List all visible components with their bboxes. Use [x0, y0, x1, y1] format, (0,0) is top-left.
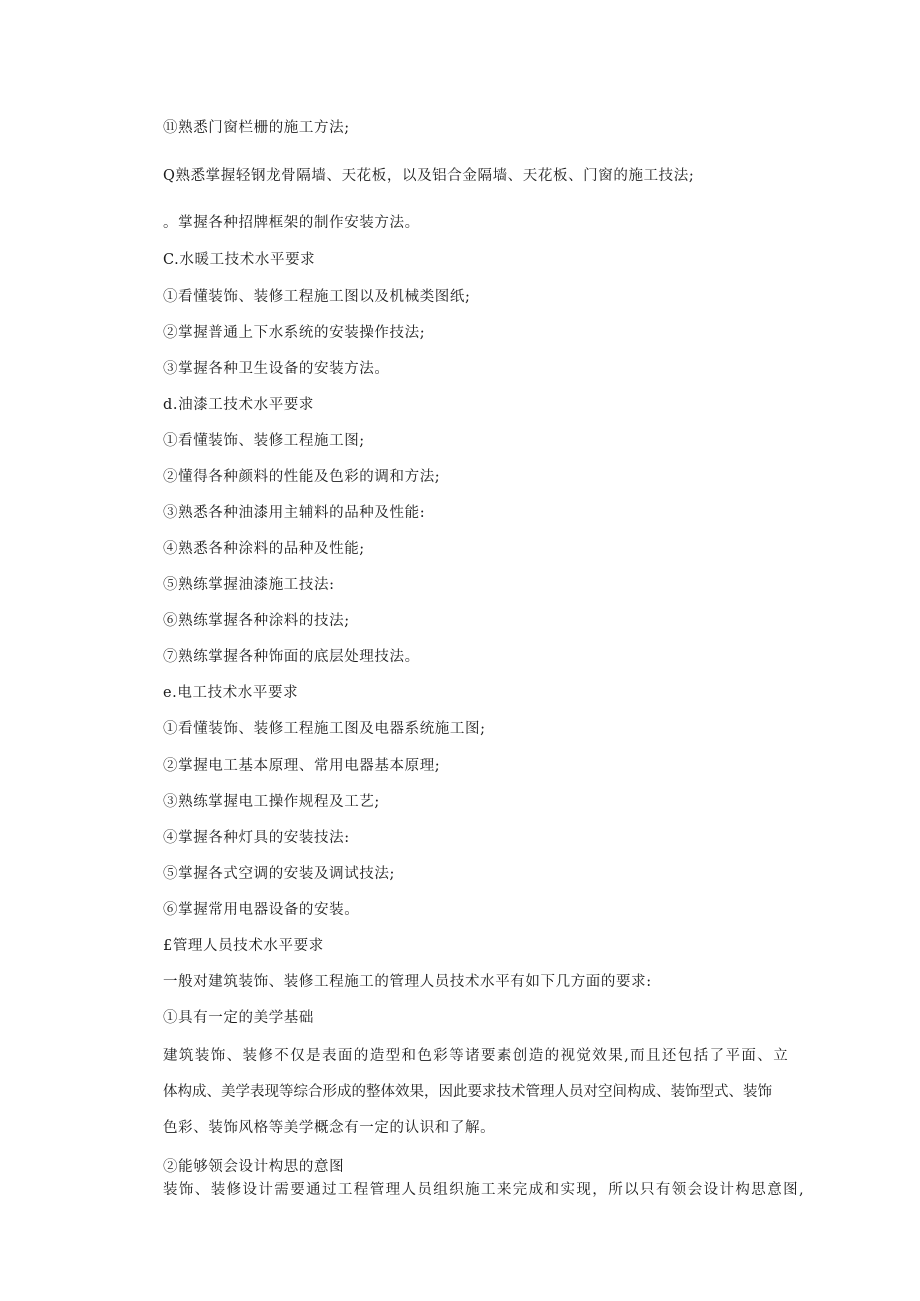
- text-line: ⑤掌握各式空调的安装及调试技法;: [163, 866, 395, 882]
- section-heading: C.水暖工技术水平要求: [163, 252, 316, 268]
- text-line: ⑪熟悉门窗栏栅的施工方法;: [163, 120, 350, 136]
- text-line: ②懂得各种颜料的性能及色彩的调和方法;: [163, 469, 441, 485]
- paragraph-line: 色彩、装饰风格等美学概念有一定的认识和了解。: [163, 1120, 496, 1136]
- section-heading: d.油漆工技术水平要求: [163, 397, 314, 413]
- paragraph-line: 装饰、装修设计需要通过工程管理人员组织施工来完成和实现，所以只有领会设计构思意图,: [163, 1182, 806, 1198]
- text-line: ⑥掌握常用电器设备的安装。: [163, 902, 360, 918]
- text-line: Q熟悉掌握轻钢龙骨隔墙、天花板，以及铝合金隔墙、天花板、门窗的施工技法;: [163, 168, 695, 184]
- text-line: ③掌握各种卫生设备的安装方法。: [163, 361, 390, 377]
- subheading: ①具有一定的美学基础: [163, 1010, 314, 1026]
- text-line: 。掌握各种招牌框架的制作安装方法。: [163, 215, 420, 231]
- section-heading: £管理人员技术水平要求: [163, 938, 324, 954]
- text-line: ①看懂装饰、装修工程施工图;: [163, 433, 365, 449]
- text-line: ③熟练掌握电工操作规程及工艺;: [163, 794, 380, 810]
- text-line: ②掌握普通上下水系统的安装操作技法;: [163, 325, 426, 341]
- text-line: 一般对建筑装饰、装修工程施工的管理人员技术水平有如下几方面的要求:: [163, 974, 652, 990]
- text-line: ⑥熟练掌握各种涂料的技法;: [163, 613, 350, 629]
- text-line: ①看懂装饰、装修工程施工图及电器系统施工图;: [163, 721, 486, 737]
- text-line: ⑦熟练掌握各种饰面的底层处理技法。: [163, 649, 420, 665]
- paragraph-line: 体构成、美学表现等综合形成的整体效果，因此要求技术管理人员对空间构成、装饰型式、装饰: [163, 1084, 772, 1100]
- text-line: ③熟悉各种油漆用主辅料的品种及性能:: [163, 505, 426, 521]
- text-line: ④掌握各种灯具的安装技法:: [163, 830, 350, 846]
- text-line: ②掌握电工基本原理、常用电器基本原理;: [163, 758, 441, 774]
- text-line: ①看懂装饰、装修工程施工图以及机械类图纸;: [163, 289, 471, 305]
- subheading: ②能够领会设计构思的意图: [163, 1159, 345, 1175]
- paragraph-line: 建筑装饰、装修不仅是表面的造型和色彩等诸要素创造的视觉效果,而且还包括了平面、立: [163, 1048, 790, 1064]
- section-heading: e.电工技术水平要求: [163, 685, 299, 701]
- text-line: ⑤熟练掌握油漆施工技法:: [163, 577, 335, 593]
- text-line: ④熟悉各种涂料的品种及性能;: [163, 541, 365, 557]
